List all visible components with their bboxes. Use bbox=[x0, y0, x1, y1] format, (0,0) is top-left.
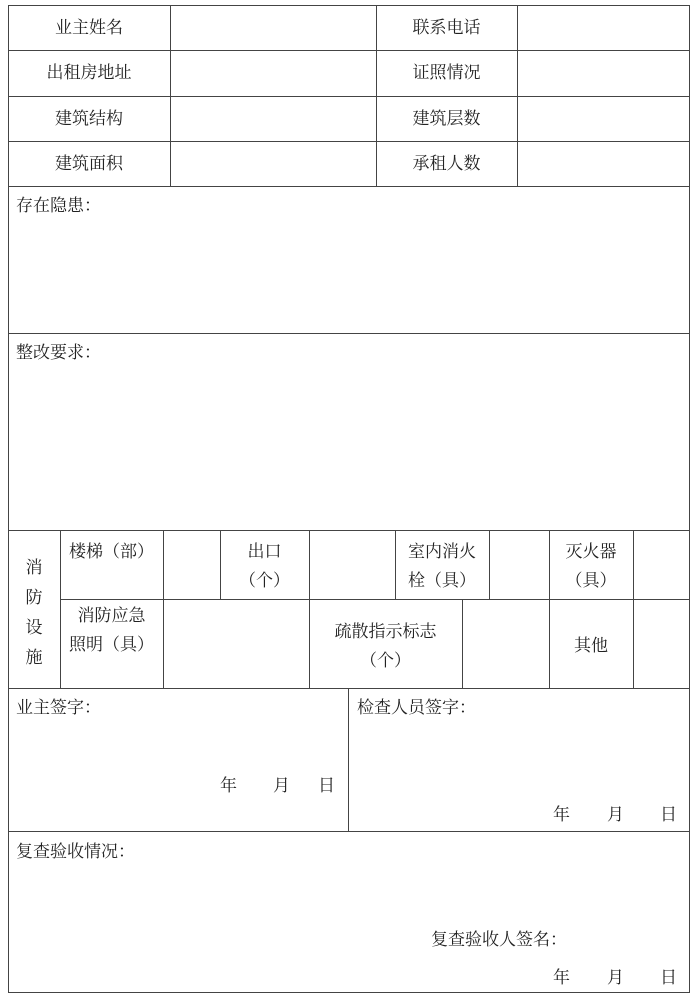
owner-name-label: 业主姓名 bbox=[55, 18, 123, 38]
col-divider bbox=[462, 599, 463, 688]
other-label: 其他 bbox=[574, 636, 608, 656]
inspector-sign-month: 月 bbox=[607, 805, 624, 825]
owner-sign-year: 年 bbox=[220, 776, 237, 796]
area-label: 建筑面积 bbox=[55, 154, 123, 174]
evac-sign-label-line2: （个） bbox=[360, 651, 411, 671]
owner-sign-day: 日 bbox=[318, 776, 335, 796]
recheck-label: 复查验收情况： bbox=[16, 842, 135, 862]
row-divider bbox=[8, 831, 690, 832]
inspector-sign-year: 年 bbox=[553, 805, 570, 825]
exits-label-line2: （个） bbox=[239, 571, 290, 591]
emergency-light-label-line1: 消防应急 bbox=[77, 606, 146, 626]
recheck-signer-label: 复查验收人签名： bbox=[431, 930, 567, 950]
address-label: 出租房地址 bbox=[46, 63, 132, 83]
row-divider bbox=[8, 50, 690, 51]
stairs-label: 楼梯（部） bbox=[69, 542, 154, 562]
structure-label: 建筑结构 bbox=[55, 109, 123, 129]
recheck-day: 日 bbox=[660, 968, 677, 988]
fire-facilities-title-char: 防 bbox=[25, 588, 43, 608]
rectification-label: 整改要求： bbox=[16, 343, 101, 363]
recheck-month: 月 bbox=[607, 968, 624, 988]
row-divider bbox=[8, 688, 690, 689]
hazards-label: 存在隐患： bbox=[16, 196, 101, 216]
recheck-year: 年 bbox=[553, 968, 570, 988]
hydrant-label-line1: 室内消火 bbox=[408, 542, 476, 562]
floors-label: 建筑层数 bbox=[412, 109, 481, 129]
extinguisher-label-line1: 灭火器 bbox=[565, 542, 617, 562]
license-label: 证照情况 bbox=[412, 63, 481, 83]
row-divider bbox=[60, 599, 690, 600]
col-divider bbox=[633, 530, 634, 688]
fire-facilities-title-char: 施 bbox=[25, 648, 43, 668]
owner-sign-label: 业主签字： bbox=[16, 698, 101, 718]
owner-sign-month: 月 bbox=[273, 776, 290, 796]
row-divider bbox=[8, 141, 690, 142]
col-divider bbox=[489, 530, 490, 599]
col-divider bbox=[348, 688, 349, 831]
evac-sign-label-line1: 疏散指示标志 bbox=[334, 622, 437, 642]
col-divider bbox=[163, 530, 164, 688]
col-divider bbox=[170, 5, 171, 186]
row-divider bbox=[8, 96, 690, 97]
exits-label-line1: 出口 bbox=[247, 542, 282, 562]
row-divider bbox=[8, 186, 690, 187]
inspector-sign-day: 日 bbox=[660, 805, 677, 825]
col-divider bbox=[517, 5, 518, 186]
row-divider bbox=[8, 333, 690, 334]
fire-facilities-title-char: 消 bbox=[25, 558, 43, 578]
phone-label: 联系电话 bbox=[412, 18, 481, 38]
fire-facilities-title-char: 设 bbox=[25, 618, 43, 638]
tenants-label: 承租人数 bbox=[412, 154, 481, 174]
emergency-light-label-line2: 照明（具） bbox=[69, 635, 154, 655]
extinguisher-label-line2: （具） bbox=[565, 571, 617, 591]
hydrant-label-line2: 栓（具） bbox=[408, 571, 476, 591]
row-divider bbox=[8, 530, 690, 531]
inspector-sign-label: 检查人员签字： bbox=[357, 698, 476, 718]
